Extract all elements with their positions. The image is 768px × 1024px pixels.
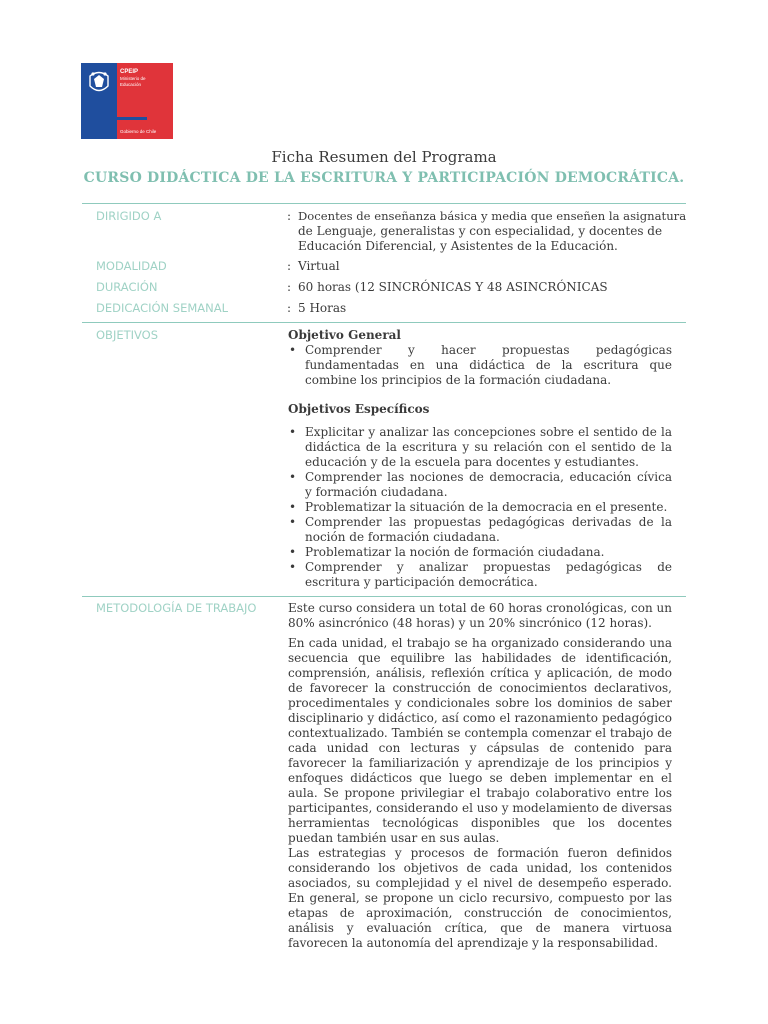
list-item: • Problematizar la noción de formación ciudadana.: [288, 545, 672, 560]
paragraph: En cada unidad, el trabajo se ha organizado considerando una secuencia que equilibre las habilidades de identificación, comprensión, análisis, reflexión crítica y aplicación, de modo de favorecer la construcción de conocimientos declarativos, procedimentales y condicionales sobre los dominios de saber disciplinario y didáctico, así como el razonamiento pedagógico contextualizado. También se contempla comenzar el trabajo de cada unidad con lecturas y cápsulas de contenido para favorecer la familiarización y aprendizaje de los principios y enfoques didácticos que luego se deben implementar en el aula. Se propone privilegiar el trabajo colaborativo entre los participantes, considerando el uso y modelamiento de diversas herramientas tecnológicas disponibles que los docentes puedan también usar en sus aulas.: [288, 636, 672, 845]
label-modalidad: MODALIDAD: [96, 259, 167, 273]
colon: :: [287, 259, 292, 273]
divider: [82, 322, 686, 323]
list-item: • Comprender las propuestas pedagógicas derivadas de la noción de formación ciudadana.: [288, 515, 672, 545]
objetivo-general-heading: Objetivo General: [288, 328, 401, 342]
paragraph: Este curso considera un total de 60 horas cronológicas, con un 80% asincrónico (48 horas) y un 20% sincrónico (12 horas).: [288, 601, 672, 630]
metodologia-section: [288, 601, 672, 951]
logo-bar: [117, 117, 147, 120]
list-item: • Comprender las nociones de democracia, educación cívica y formación ciudadana.: [288, 470, 672, 500]
value-dirigido: Docentes de enseñanza básica y media que enseñen la asignatura de Lenguaje, generalistas y con especialidad, y docentes de Educación Diferencial, y Asistentes de la Educación.: [298, 209, 687, 253]
list-item: • Problematizar la situación de la democracia en el presente.: [288, 500, 672, 515]
value-dedicacion: 5 Horas: [298, 301, 347, 315]
list-item: • Comprender y hacer propuestas pedagógicas fundamentadas en una didáctica de la escritura que combine los principios de la formación ciudadana.: [288, 343, 672, 388]
logo-subtitle: Ministerio de Educación: [120, 76, 146, 87]
list-item: • Explicitar y analizar las concepciones sobre el sentido de la didáctica de la escritura y su relación con el sentido de la educación y de la escuela para docentes y estudiantes.: [288, 425, 672, 470]
divider: [82, 596, 686, 597]
colon: :: [287, 280, 292, 294]
coat-of-arms-icon: [84, 67, 114, 97]
objetivos-section: [288, 328, 672, 590]
logo-title: CPEIP: [120, 69, 139, 75]
cpeip-logo: [81, 63, 173, 139]
list-item: • Comprender y analizar propuestas pedagógicas de escritura y participación democrática.: [288, 560, 672, 590]
logo-footer: Gobierno de Chile: [120, 129, 157, 134]
label-metodologia: METODOLOGÍA DE TRABAJO: [96, 601, 257, 615]
label-dedicacion: DEDICACIÓN SEMANAL: [96, 301, 229, 315]
colon: :: [287, 209, 292, 223]
colon: :: [287, 301, 292, 315]
label-dirigido: DIRIGIDO A: [96, 209, 162, 223]
document-title: Ficha Resumen del Programa: [271, 148, 497, 166]
label-objetivos: OBJETIVOS: [96, 328, 159, 342]
objetivo-general-list: [288, 343, 672, 388]
objetivos-especificos-heading: Objetivos Específicos: [288, 402, 430, 416]
course-title: CURSO DIDÁCTICA DE LA ESCRITURA Y PARTICIPACIÓN DEMOCRÁTICA.: [83, 170, 685, 186]
label-duracion: DURACIÓN: [96, 280, 158, 294]
objetivos-especificos-list: [288, 425, 672, 590]
value-duracion: 60 horas (12 SINCRÓNICAS Y 48 ASINCRÓNICAS: [298, 280, 608, 294]
value-modalidad: Virtual: [298, 259, 340, 273]
divider: [82, 203, 686, 204]
paragraph: Las estrategias y procesos de formación fueron definidos considerando los objetivos de cada unidad, los contenidos asociados, su complejidad y el nivel de desempeño esperado. En general, se propone un ciclo recursivo, compuesto por las etapas de aproximación, construcción de conocimientos, análisis y evaluación crítica, que de manera virtuosa favorecen la autonomía del aprendizaje y la responsabilidad.: [288, 846, 672, 950]
